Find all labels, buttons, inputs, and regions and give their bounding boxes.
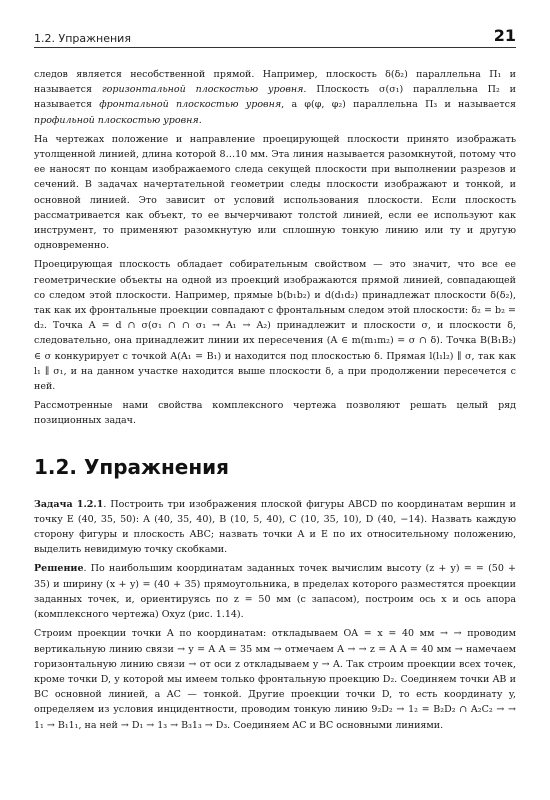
exercise-paragraphs <box>34 497 516 733</box>
paragraph <box>34 398 516 428</box>
text-run: , а φ(φ, φ₂) параллельна Π₃ и называется <box>281 99 516 111</box>
paragraph <box>34 626 516 732</box>
text-run: . <box>198 114 202 126</box>
paragraph <box>34 67 516 128</box>
paragraph <box>34 132 516 254</box>
text-run: горизонтальной плоскостью уровня <box>101 84 304 96</box>
page-body <box>34 67 516 737</box>
page-number: 21 <box>493 26 516 45</box>
text-run: . Плоскость σ(σ₁) параллельна Π₂ и называется <box>34 84 516 111</box>
paragraph <box>34 497 516 558</box>
text-run: следов является несобственной прямой. Например, плоскость δ(δ₂) параллельна Π₁ и называется <box>34 69 516 96</box>
paragraph <box>34 561 516 622</box>
text-run: Проецирующая плоскость обладает собирательным свойством — это значит, что все ее геометрические объекты на одной из проекций изображаются прямой линией, совпадающей со следом этой плоскости. Например, прямые b(b₁b₂) и d(d₁d₂) принадлежат плоскости δ(δ₂), так как их фронтальные проекции совпадают с фронтальным следом этой плоскости: δ₂ = b₂ = d₂. Точка A = d ∩ σ(σ₁ ∩ ∩ σ₁ → A₁ → A₂) принадлежит и плоскости σ, и плоскости δ, следовательно, она принадлежит линии их пересечения (A ∈ m(m₁m₂) = σ ∩ δ). Точка B(B₁B₂) ∈ σ конкурирует с точкой A(A₁ = B₁) и находится под плоскостью δ. Прямая l(l₁l₂) ∥ σ, так как l₁ ∥ σ₁, и на данном участке находится выше плоскости δ, а при продолжении пересечется с ней. <box>34 259 516 393</box>
text-run: . Построить три изображения плоской фигуры ABCD по координатам вершин и точку E (40, 35, 50): A (40, 35, 40), B (10, 5, 40), C (10, 35, 10), D (40, −14). Назвать каждую сторону фигуры и плоскость ABC; назвать точки A и E по их относительному положению, выделить невидимую точку скобками. <box>34 498 516 556</box>
text-run: Решение <box>34 563 84 575</box>
intro-paragraphs <box>34 67 516 429</box>
paragraph <box>34 257 516 394</box>
text-run: Строим проекции точки A по координатам: откладываем OA = x = 40 мм → → проводим вертикальную линию связи → y = A A = 35 мм → отмечаем A → → z = A A = 40 мм → намечаем горизонтальную линию связи → от оси z откладываем y → A. Так строим проекции всех точек, кроме точки D, у которой мы имеем только фронтальную проекцию D₂. Соединяем точки AB и BC основной линией, а AC — тонкой. Другие проекции точки D, то есть координату y, определяем из условия инцидентности, проводим тонкую линию 9₂D₂ → 1₂ = B₂D₂ ∩ A₂C₂ → → 1₁ → B₁1₁, на ней → D₁ → 1₃ → B₃1₃ → D₃. Соединяем AC и BC основными линиями. <box>34 628 516 731</box>
text-run: . По наибольшим координатам заданных точек вычислим высоту (z + y) = = (50 + 35) и ширину (x + y) = (40 + 35) прямоугольника, в пределах которого разместятся проекции заданных точек, и, ориентируясь по z = 50 мм (с запасом), построим ось x и ось апора (комплексного чертежа) Oxyz (рис. 1.14). <box>34 563 516 621</box>
text-run: На чертежах положение и направление проецирующей плоскости принято изображать утолщенной линией, длина которой 8…10 мм. Эта линия называется разомкнутой, потому что ее наносят по концам изображаемого следа секущей плоскости при выполнении разрезов и сечений. В задачах начертательной геометрии следы плоскости изображают и тонкой, и основной линией. Это зависит от условий использования плоскости. Если плоскость рассматривается как объект, то ее вычерчивают толстой линией, если ее используют как инструмент, то применяют разомкнутую или сплошную тонкую линию или ту и другую одновременно. <box>34 133 516 252</box>
text-run: профильной плоскостью уровня <box>34 114 199 126</box>
header-rule <box>34 47 516 48</box>
running-header <box>34 0 516 48</box>
text-run: фронтальной плоскостью уровня <box>99 99 282 111</box>
section-heading: 1.2. Упражнения <box>34 454 229 479</box>
text-run: Рассмотренные нами свойства комплексного чертежа позволяют решать целый ряд позиционных задач. <box>34 400 516 427</box>
text-run: Задача 1.2.1 <box>34 498 104 510</box>
header-section-title: 1.2. Упражнения <box>34 32 131 45</box>
